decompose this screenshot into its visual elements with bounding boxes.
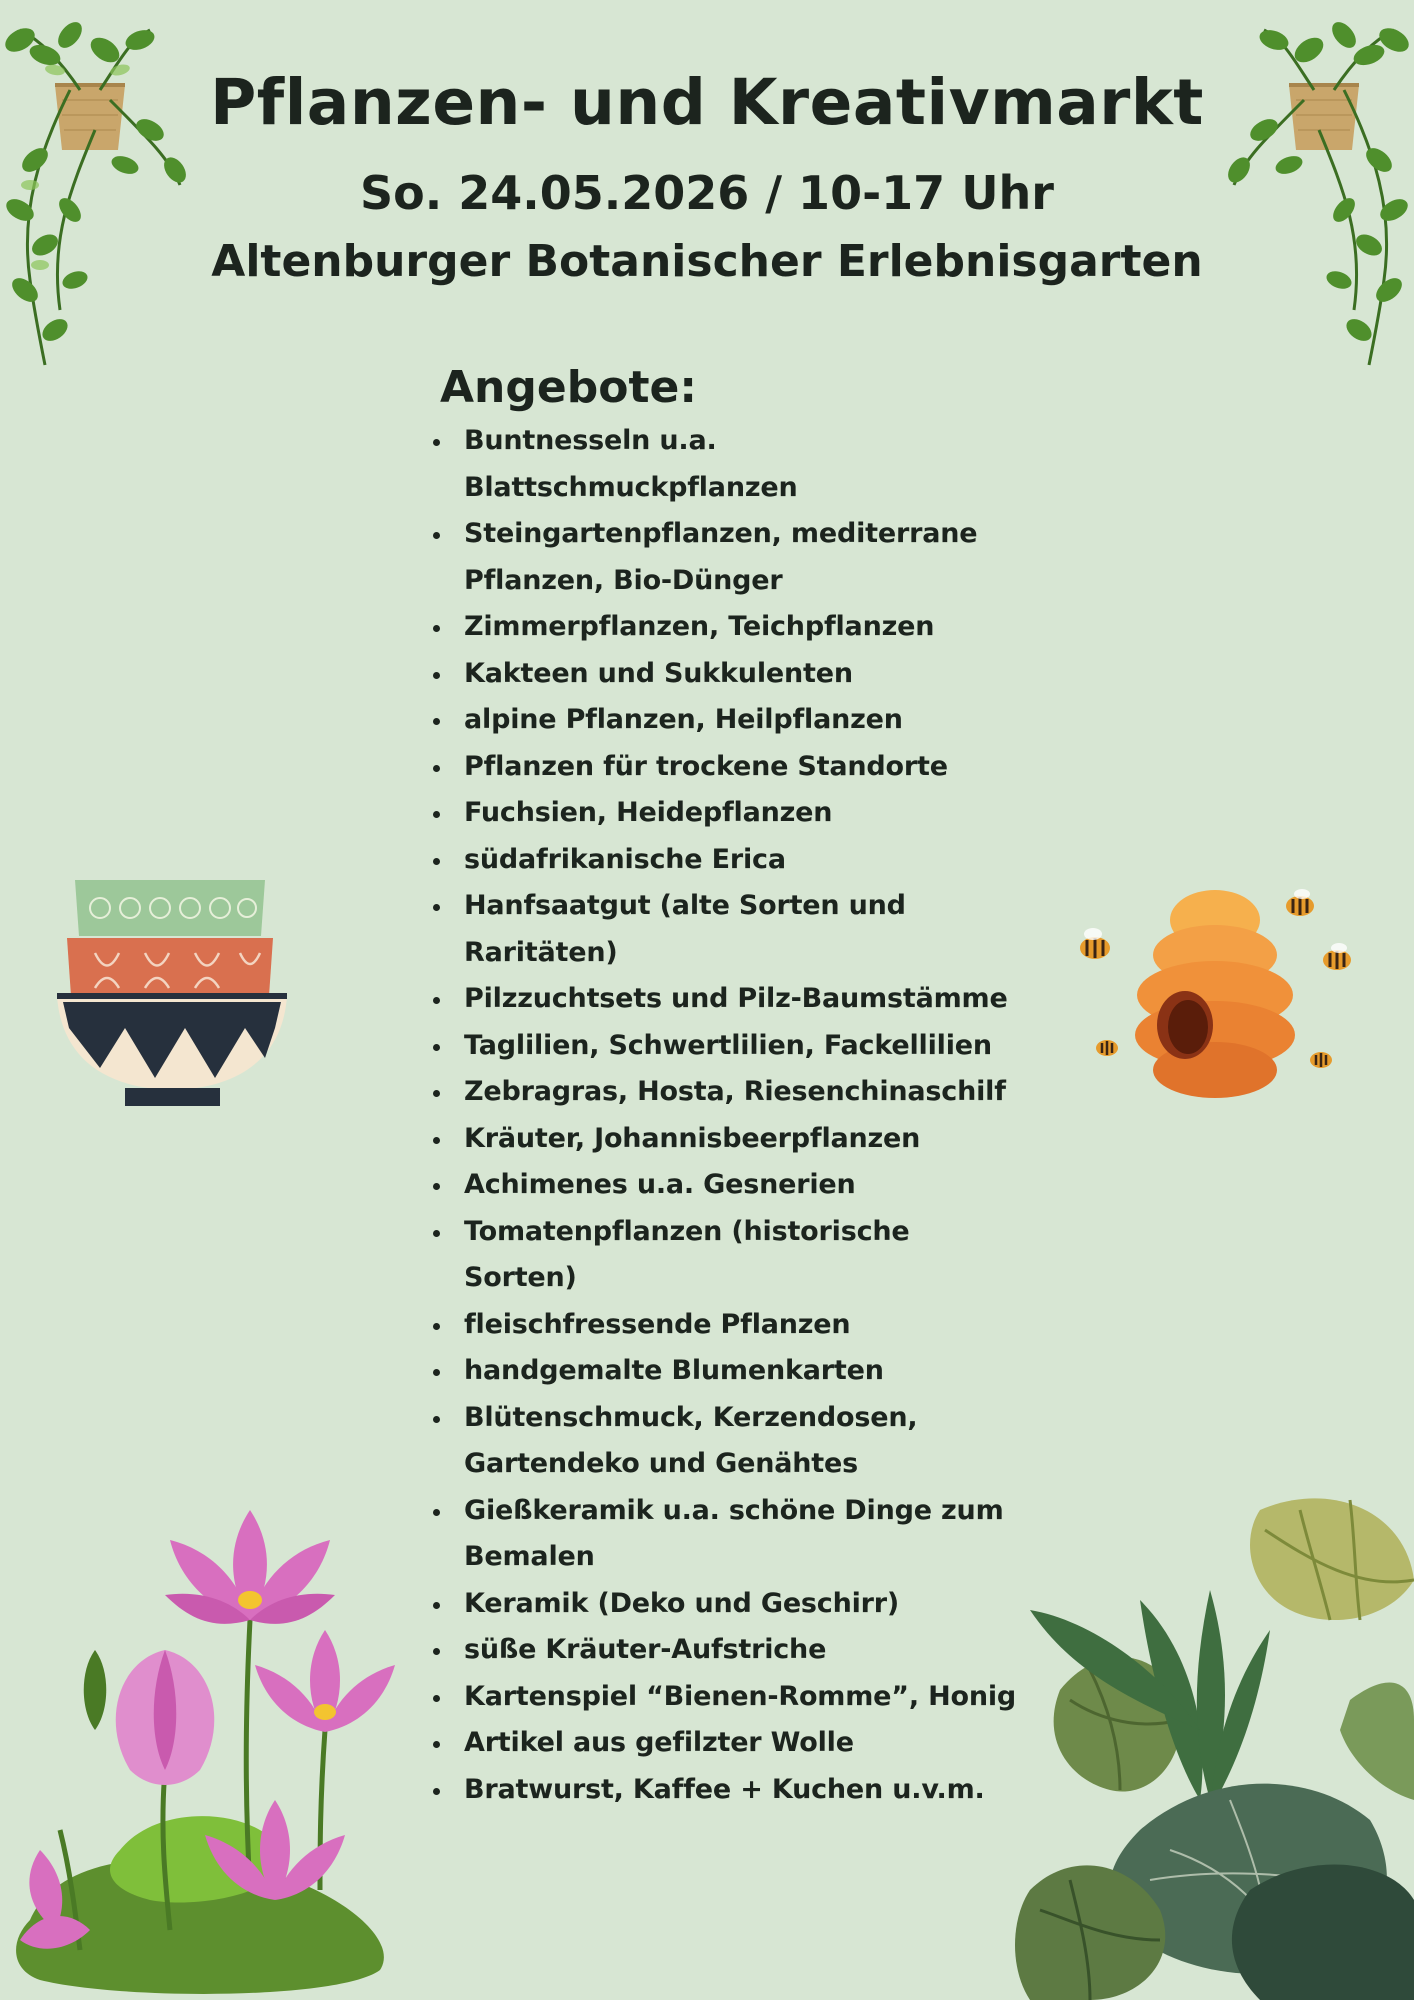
stacked-bowls-illustration [55,878,290,1118]
list-item: Steingartenpflanzen, mediterrane Pflanzen, Bio-Dünger [433,511,984,604]
list-item: Hanfsaatgut (alte Sorten und Raritäten) [433,883,934,976]
event-venue: Altenburger Botanischer Erlebnisgarten [211,236,1203,287]
list-item: süße Kräuter-Aufstriche [433,1627,1023,1674]
hanging-plant-left-illustration [0,10,200,370]
list-item: Buntnesseln u.a. Blattschmuckpflanzen [433,418,794,511]
list-item: Zimmerpflanzen, Teichpflanzen [433,604,1023,651]
list-item: Taglilien, Schwertlilien, Fackellilien [433,1023,1023,1070]
list-item: Kakteen und Sukkulenten [433,651,1023,698]
list-item: fleischfressende Pflanzen [433,1302,1023,1349]
beehive-illustration [1075,880,1365,1120]
list-item: alpine Pflanzen, Heilpflanzen [433,697,1023,744]
hanging-plant-right-illustration [1214,10,1414,370]
list-item: Gießkeramik u.a. schöne Dinge zum Bemalen [433,1488,1024,1581]
list-item: Pflanzen für trockene Standorte [433,744,1023,791]
list-item: Bratwurst, Kaffee + Kuchen u.v.m. [433,1767,1023,1814]
list-item: handgemalte Blumenkarten [433,1348,1023,1395]
poster-title: Pflanzen- und Kreativmarkt [210,66,1204,139]
tropical-plants-illustration [1010,1470,1414,2000]
list-item: Kartenspiel “Bienen-Romme”, Honig [433,1674,1023,1721]
offers-heading: Angebote: [440,362,697,413]
list-item: Achimenes u.a. Gesnerien [433,1162,1023,1209]
list-item: Tomatenpflanzen (historische Sorten) [433,1209,944,1302]
list-item: Blütenschmuck, Kerzendosen, Gartendeko und Genähtes [433,1395,944,1488]
list-item: Zebragras, Hosta, Riesenchinaschilf [433,1069,1023,1116]
event-date-time: So. 24.05.2026 / 10-17 Uhr [360,166,1054,220]
list-item: Pilzzuchtsets und Pilz-Baumstämme [433,976,1023,1023]
list-item: südafrikanische Erica [433,837,1023,884]
lotus-flowers-illustration [0,1470,400,2000]
list-item: Artikel aus gefilzter Wolle [433,1720,1023,1767]
offers-list [433,418,1023,1813]
list-item: Keramik (Deko und Geschirr) [433,1581,1023,1628]
list-item: Kräuter, Johannisbeerpflanzen [433,1116,1023,1163]
list-item: Fuchsien, Heidepflanzen [433,790,1023,837]
